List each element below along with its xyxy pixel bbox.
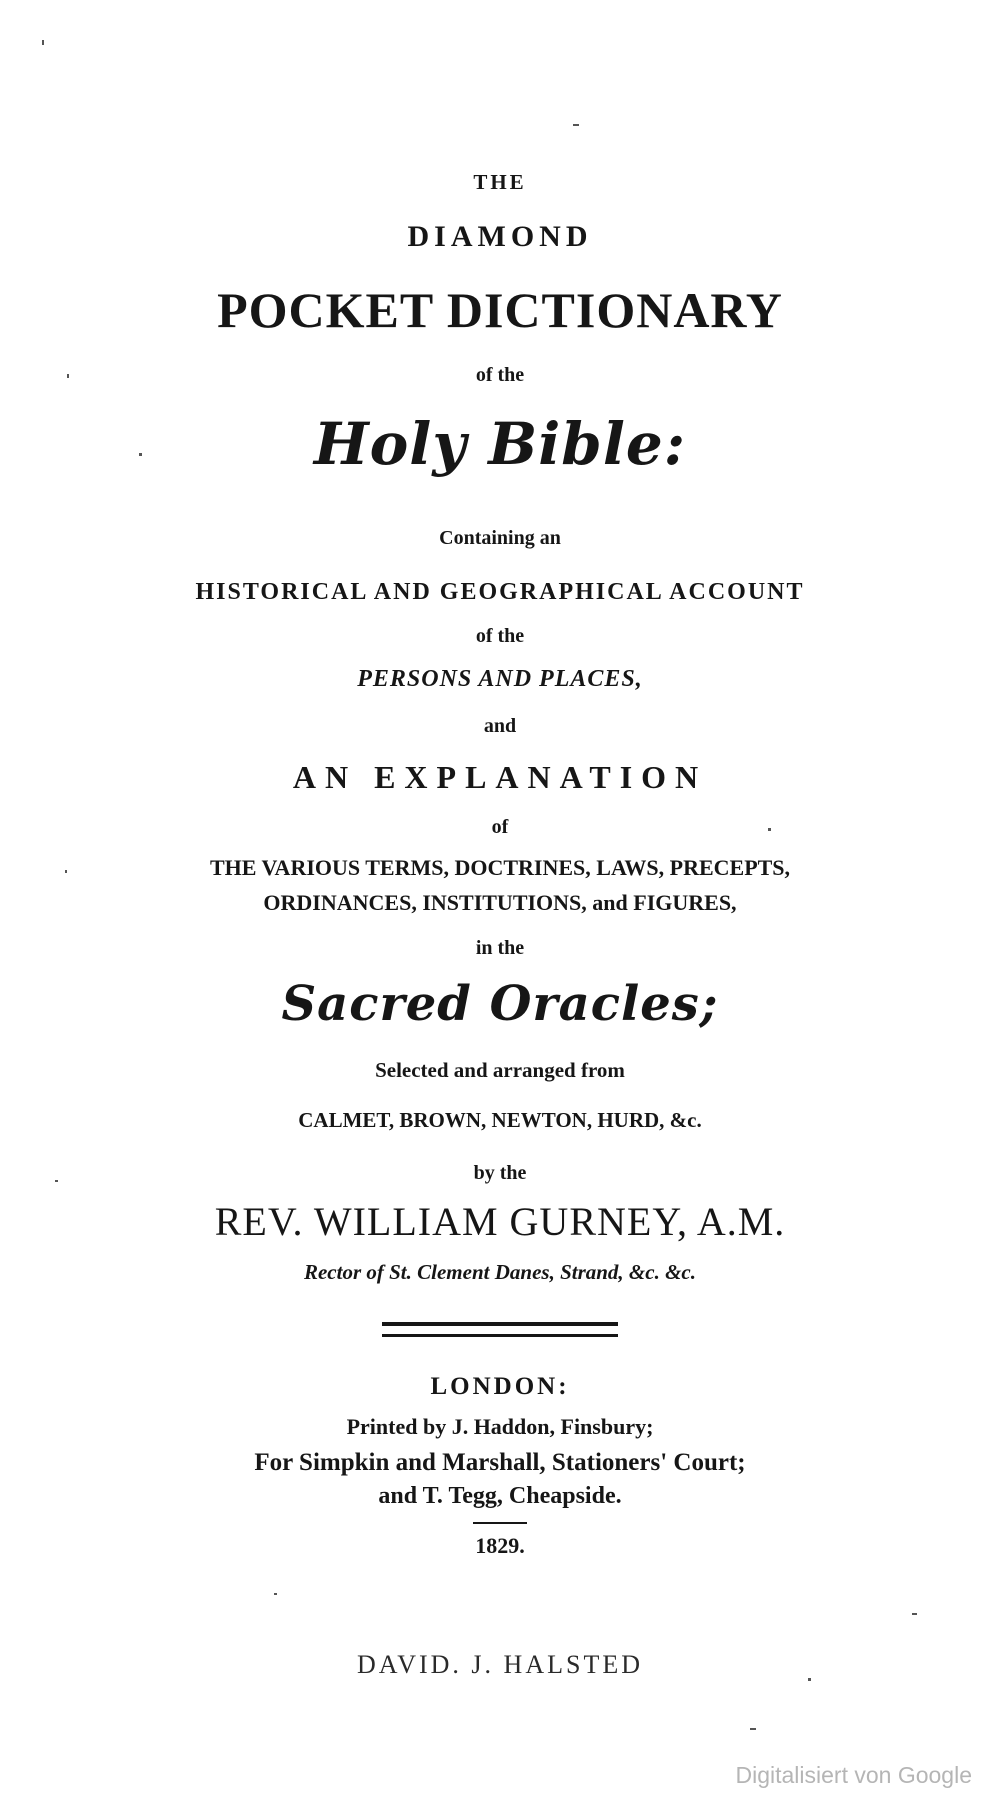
paper-speck	[573, 124, 579, 126]
selected-line: Selected and arranged from	[375, 1058, 625, 1082]
imprint-publisher-1: For Simpkin and Marshall, Stationers' Court;	[254, 1449, 746, 1476]
holy-bible-title: Holy Bible:	[313, 410, 687, 478]
author-line: REV. WILLIAM GURNEY, A.M.	[214, 1199, 786, 1244]
and-line: and	[483, 715, 517, 737]
paper-speck	[65, 870, 67, 873]
imprint-printer: Printed by J. Haddon, Finsbury;	[346, 1414, 654, 1439]
paper-speck	[67, 374, 69, 378]
double-rule-top	[382, 1322, 618, 1326]
explanation-line: AN EXPLANATION	[292, 759, 708, 795]
digitization-watermark: Digitalisiert von Google	[735, 1762, 972, 1788]
in-the-line: in the	[475, 937, 525, 959]
persons-places-line: PERSONS AND PLACES,	[357, 666, 643, 692]
imprint-year: 1829.	[475, 1533, 525, 1558]
by-the-line: by the	[473, 1162, 527, 1184]
of-the-line-2: of the	[475, 625, 525, 647]
terms-line-1: THE VARIOUS TERMS, DOCTRINES, LAWS, PRECEPTS,	[209, 855, 791, 880]
title-the: THE	[473, 170, 527, 194]
paper-speck	[750, 1728, 756, 1730]
paper-speck	[274, 1593, 277, 1595]
terms-line-2: ORDINANCES, INSTITUTIONS, and FIGURES,	[263, 890, 737, 915]
sources-line: CALMET, BROWN, NEWTON, HURD, &c.	[298, 1108, 702, 1132]
paper-speck	[55, 1180, 58, 1182]
of-the-line-1: of the	[475, 364, 525, 386]
author-title-line: Rector of St. Clement Danes, Strand, &c. &c.	[303, 1260, 696, 1284]
containing-line: Containing an	[439, 527, 561, 549]
paper-speck	[808, 1678, 811, 1681]
paper-speck	[912, 1613, 917, 1615]
title-main: POCKET DICTIONARY	[217, 282, 783, 338]
paper-speck	[42, 40, 44, 45]
paper-speck	[768, 828, 771, 831]
year-rule	[473, 1522, 527, 1524]
title-diamond: DIAMOND	[407, 220, 593, 253]
double-rule-bottom	[382, 1334, 618, 1337]
of-line: of	[491, 816, 509, 838]
account-line: HISTORICAL AND GEOGRAPHICAL ACCOUNT	[195, 579, 805, 605]
ownership-stamp: DAVID. J. HALSTED	[357, 1650, 643, 1679]
imprint-city: LONDON:	[430, 1373, 570, 1400]
paper-speck	[139, 453, 142, 456]
imprint-publisher-2: and T. Tegg, Cheapside.	[378, 1483, 622, 1509]
sacred-oracles-title: Sacred Oracles;	[281, 976, 719, 1032]
